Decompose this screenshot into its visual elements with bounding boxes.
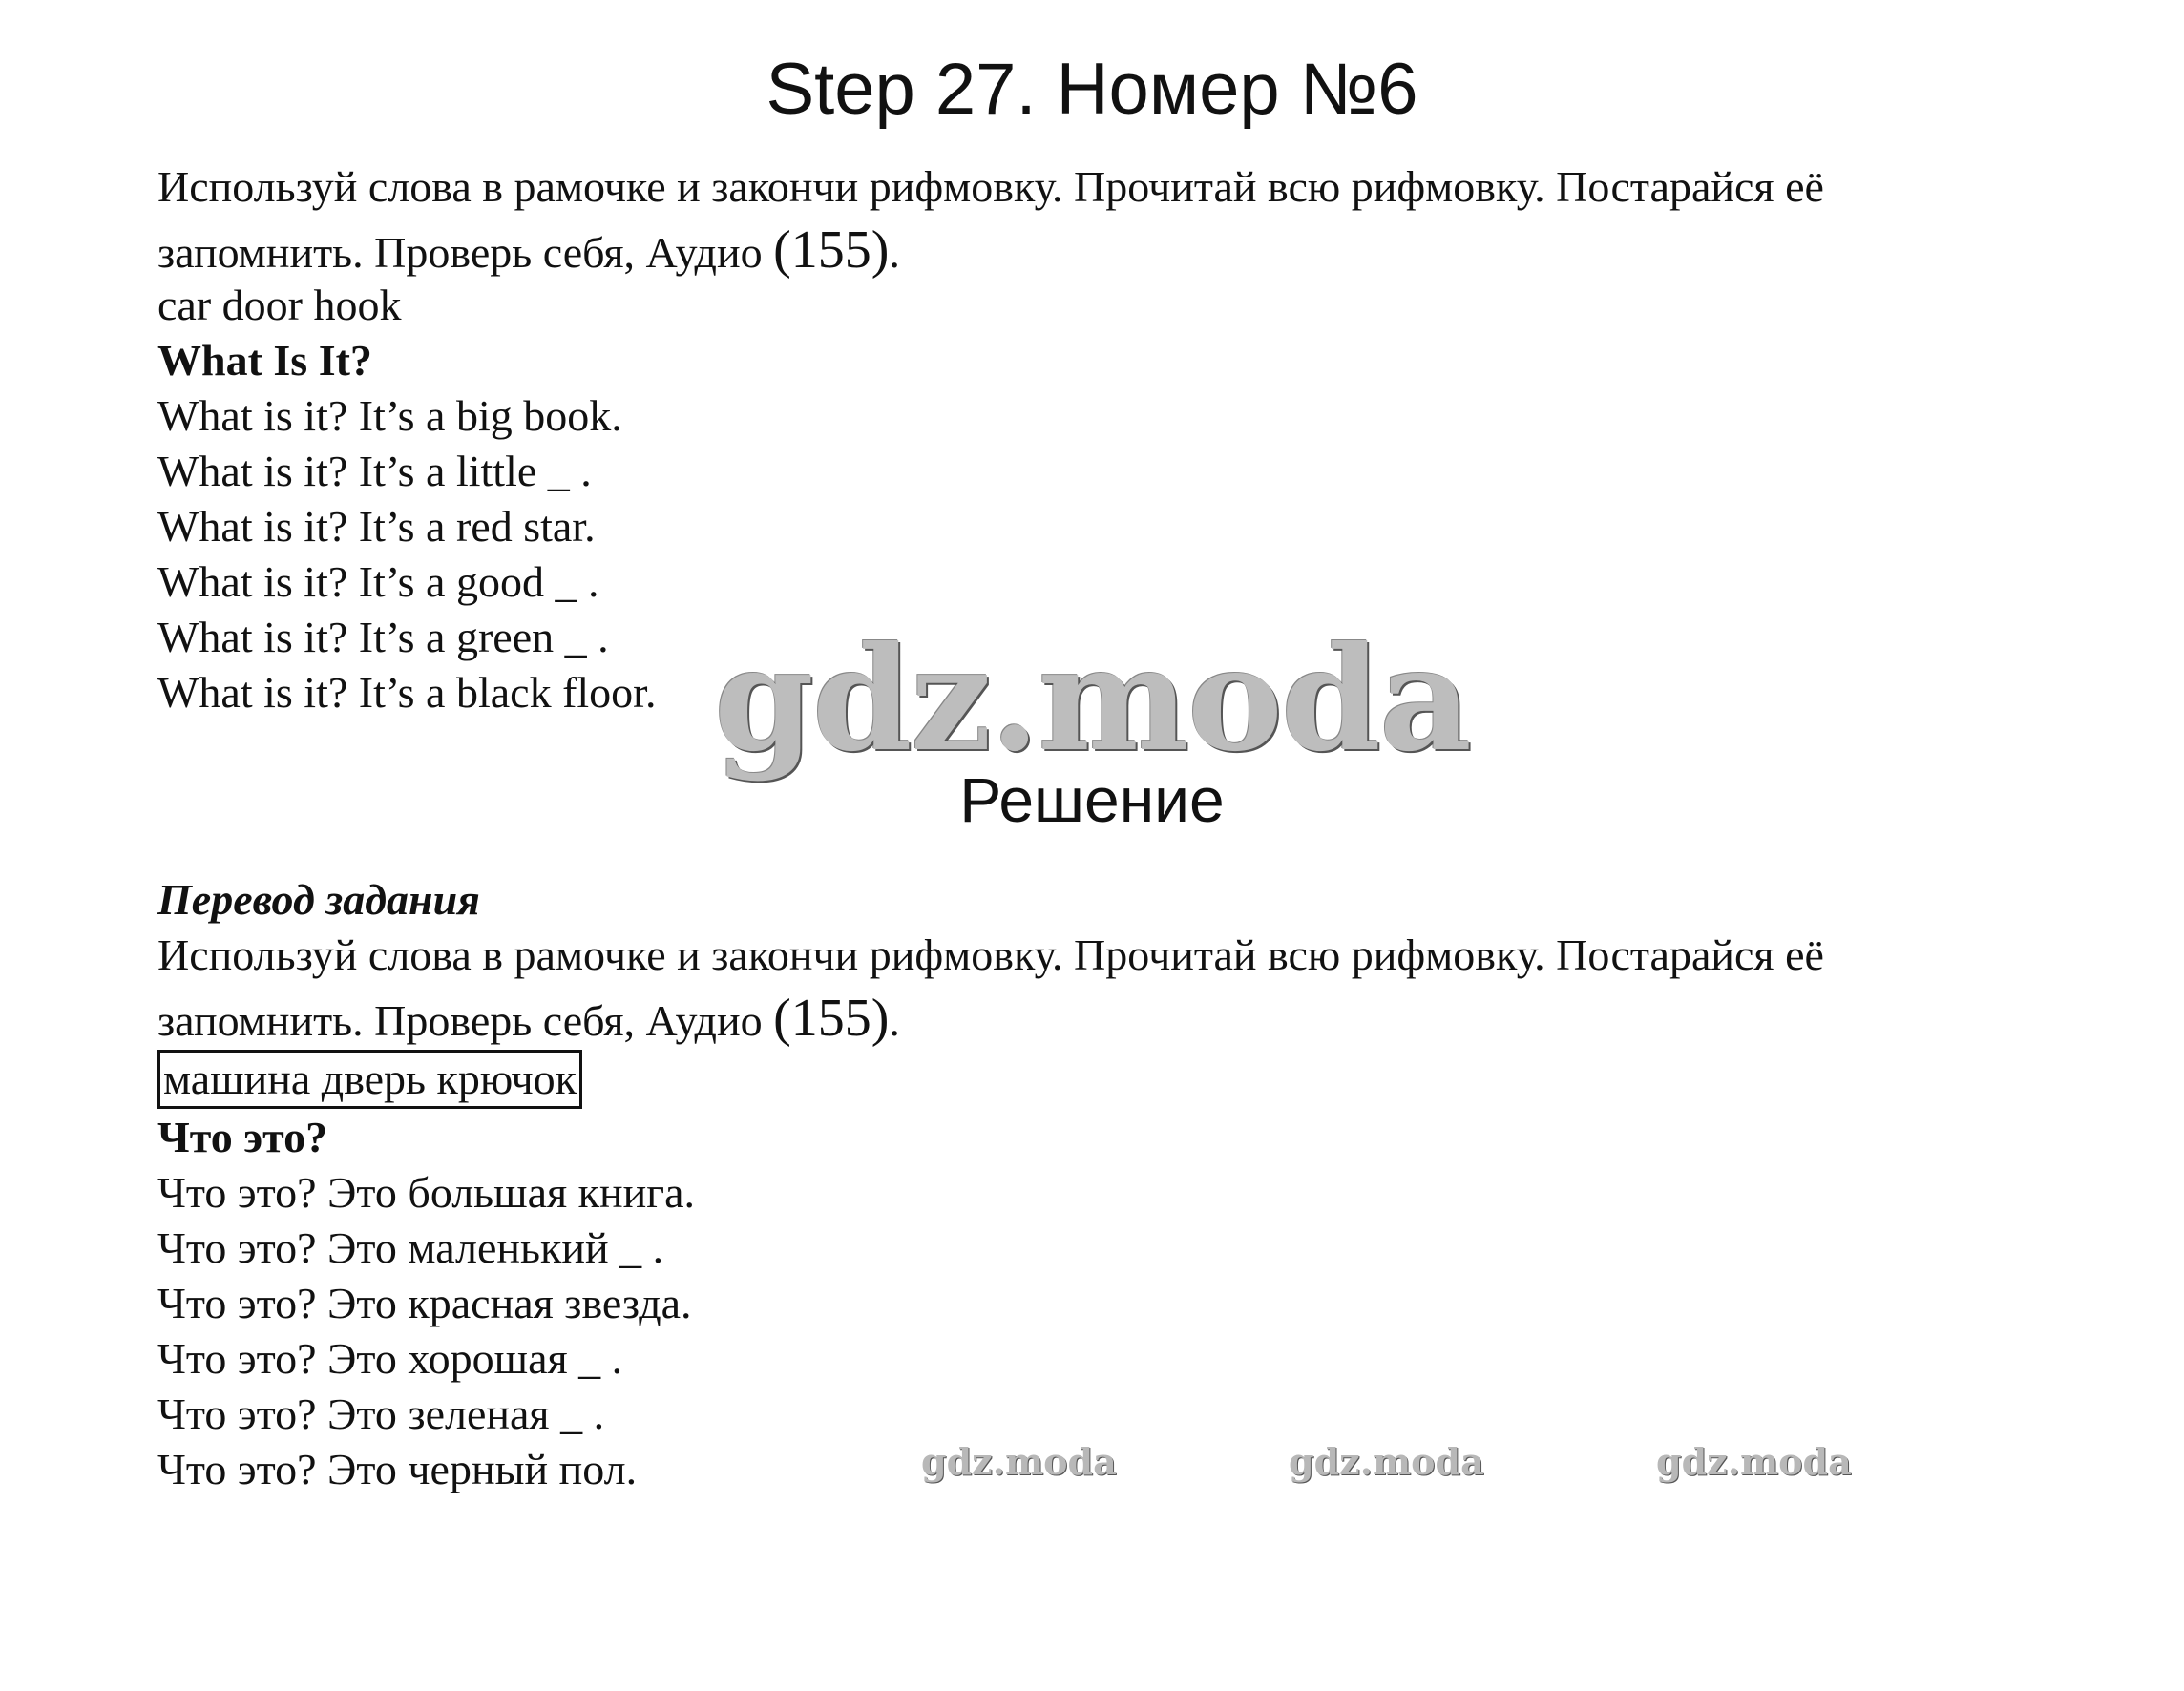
- rhyme-line: What is it? It’s a black floor.: [158, 668, 657, 717]
- word-box-russian: [158, 1050, 582, 1109]
- rhyme-line: Что это? Это черный пол.: [158, 1445, 638, 1493]
- rhyme-title-russian: Что это?: [158, 1113, 328, 1161]
- rhyme-line: What is it? It’s a red star.: [158, 502, 596, 551]
- page-title: Step 27. Номер №6: [766, 49, 1418, 130]
- audio-number: (155): [773, 989, 890, 1048]
- rhyme-line: What is it? It’s a good _ .: [158, 557, 599, 606]
- instruction-end: .: [889, 228, 900, 277]
- rhyme-line: Что это? Это зеленая _ .: [158, 1389, 605, 1438]
- solution-title: Решение: [959, 764, 1225, 835]
- task-instruction-text: Используй слова в рамочке и закончи рифмовку. Прочитай всю рифмовку. Постарайся её запомнить. Проверь себя, Аудио: [158, 162, 1824, 277]
- translation-instruction-text: Используй слова в рамочке и закончи рифмовку. Прочитай всю рифмовку. Постарайся её запомнить. Проверь себя, Аудио: [158, 930, 1824, 1045]
- watermark-small: gdz.moda: [1656, 1440, 1852, 1483]
- translation-heading: Перевод задания: [158, 875, 480, 924]
- rhyme-line: What is it? It’s a big book.: [158, 391, 622, 440]
- rhyme-title-english: What Is It?: [158, 336, 372, 385]
- rhyme-line: Что это? Это красная звезда.: [158, 1279, 692, 1327]
- translation-instruction: [158, 924, 2009, 1053]
- word-box-frame: машина дверь крючок: [158, 1050, 582, 1109]
- audio-number: (155): [773, 220, 890, 280]
- watermark-logo: gdz.moda: [714, 616, 1471, 783]
- instruction-end: .: [889, 996, 900, 1045]
- rhyme-line: What is it? It’s a green _ .: [158, 613, 609, 661]
- watermark-small: gdz.moda: [1289, 1440, 1484, 1483]
- watermark-small: gdz.moda: [921, 1440, 1117, 1483]
- word-box-english: car door hook: [158, 281, 402, 329]
- rhyme-line: What is it? It’s a little _ .: [158, 447, 592, 495]
- rhyme-line: Что это? Это хорошая _ .: [158, 1334, 623, 1383]
- rhyme-line: Что это? Это маленький _ .: [158, 1223, 664, 1272]
- rhyme-line: Что это? Это большая книга.: [158, 1168, 696, 1217]
- task-instruction: [158, 156, 2009, 284]
